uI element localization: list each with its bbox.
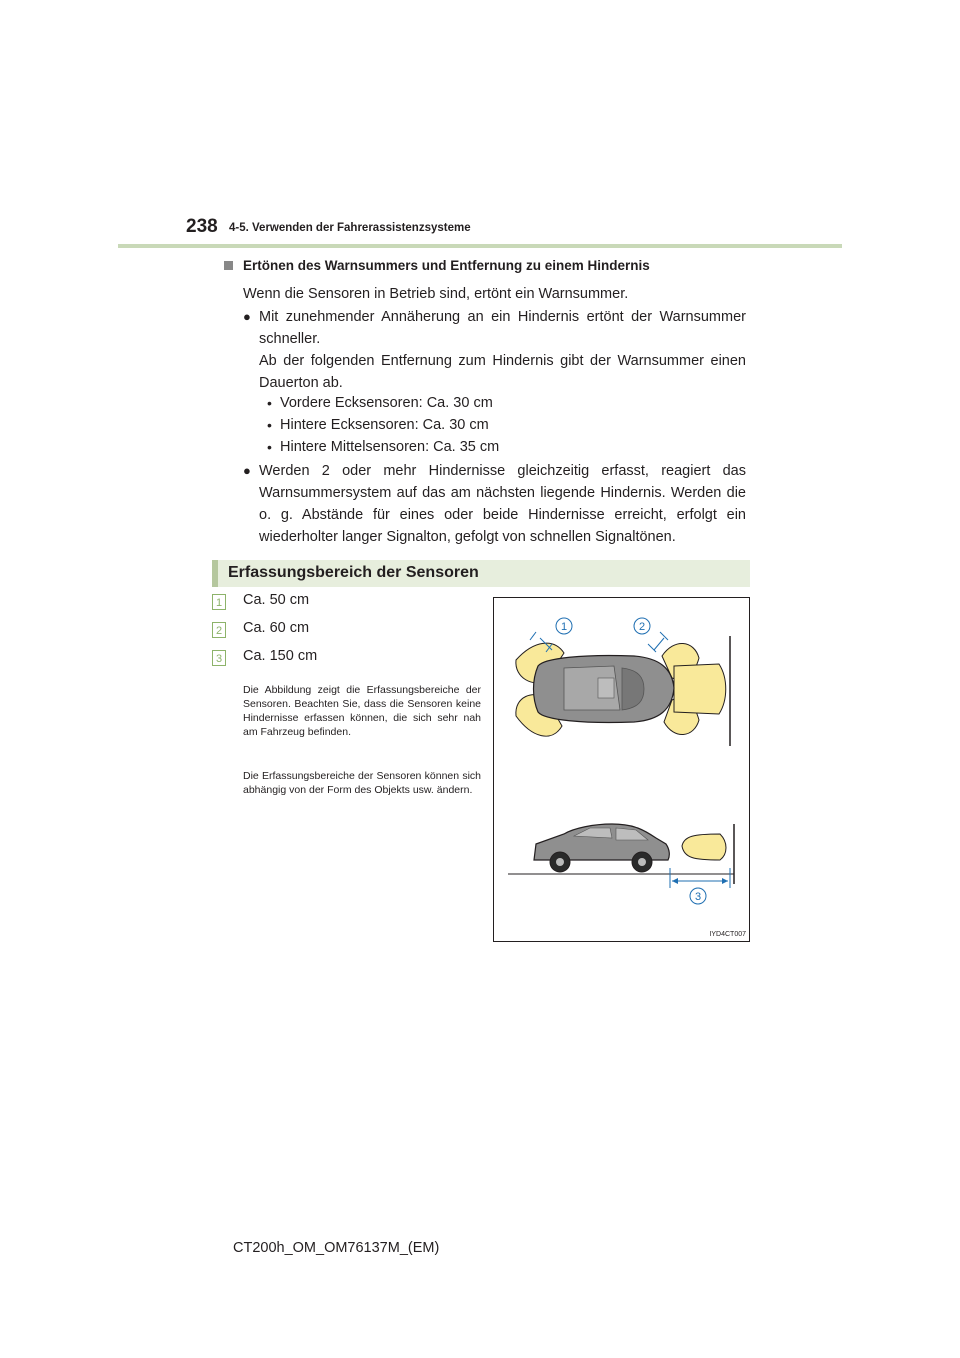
sensor-range-figure bbox=[493, 597, 750, 942]
sub-item: • Hintere Mittelsensoren: Ca. 35 cm bbox=[267, 436, 499, 458]
item-label: Ca. 60 cm bbox=[243, 620, 310, 636]
section-title-bar bbox=[212, 560, 750, 587]
topic-heading-text: Ertönen des Warnsummers und Entfernung zu einem Hindernis bbox=[243, 258, 650, 273]
item-number-badge: 3 bbox=[212, 650, 226, 666]
section-title: Erfassungsbereich der Sensoren bbox=[228, 564, 479, 581]
sensor-diagram bbox=[494, 598, 751, 943]
section-reference: 4-5. Verwenden der Fahrerassistenzsysteme bbox=[229, 222, 471, 234]
middle-dot-icon: • bbox=[267, 395, 272, 411]
bullet-1 bbox=[243, 306, 746, 394]
bullet-1-continuation: Ab der folgenden Entfernung zum Hindernis gibt der Warnsummer einen Dauerton ab. bbox=[259, 353, 746, 391]
detection-zone bbox=[682, 834, 726, 860]
document-id: CT200h_OM_OM76137M_(EM) bbox=[233, 1240, 440, 1256]
item-number-badge: 1 bbox=[212, 594, 226, 610]
page-number: 238 bbox=[186, 216, 218, 237]
topic-heading bbox=[224, 258, 650, 273]
item-label: Ca. 150 cm bbox=[243, 648, 318, 664]
figure-note-2: Die Erfassungsbereiche der Sensoren können sich abhängig von der Form des Objekts usw. ändern. bbox=[243, 770, 481, 796]
middle-dot-icon: • bbox=[267, 417, 272, 433]
intro-text: Wenn die Sensoren in Betrieb sind, ertönt ein Warnsummer. bbox=[243, 286, 629, 302]
square-bullet-icon bbox=[224, 261, 233, 270]
bullet-1-text: Mit zunehmender Annäherung an ein Hindernis ertönt der Warnsummer schneller. bbox=[259, 309, 746, 347]
item-number-badge: 2 bbox=[212, 622, 226, 638]
header-rule bbox=[118, 244, 842, 248]
bullet-2-text: Werden 2 oder mehr Hindernisse gleichzeitig erfasst, reagiert das Warnsummersystem auf das am nächsten liegende Hindernis. Werden die o. g. Abstände für eines oder beide Hindernisse erreicht, erfolgt ein wiederholter langer Signalton, gefolgt von schnellen Signaltönen. bbox=[259, 463, 746, 545]
figure-code: IYD4CT007 bbox=[709, 931, 746, 938]
sub-item: • Vordere Ecksensoren: Ca. 30 cm bbox=[267, 392, 493, 414]
sub-item: • Hintere Ecksensoren: Ca. 30 cm bbox=[267, 414, 489, 436]
detection-zone bbox=[674, 664, 726, 714]
bullet-2 bbox=[243, 460, 746, 548]
middle-dot-icon: • bbox=[267, 439, 272, 455]
callout-label: 1 bbox=[560, 621, 568, 633]
bullet-dot-icon: ● bbox=[243, 463, 251, 478]
bullet-dot-icon: ● bbox=[243, 309, 251, 324]
callout-label: 3 bbox=[694, 891, 702, 903]
figure-note-1: Die Abbildung zeigt die Erfassungsbereiche der Sensoren. Beachten Sie, dass die Sensoren keine Hindernisse erfassen können, die sich sehr nah am Fahrzeug befinden. bbox=[243, 684, 481, 738]
callout-label: 2 bbox=[638, 621, 646, 633]
item-label: Ca. 50 cm bbox=[243, 592, 310, 608]
